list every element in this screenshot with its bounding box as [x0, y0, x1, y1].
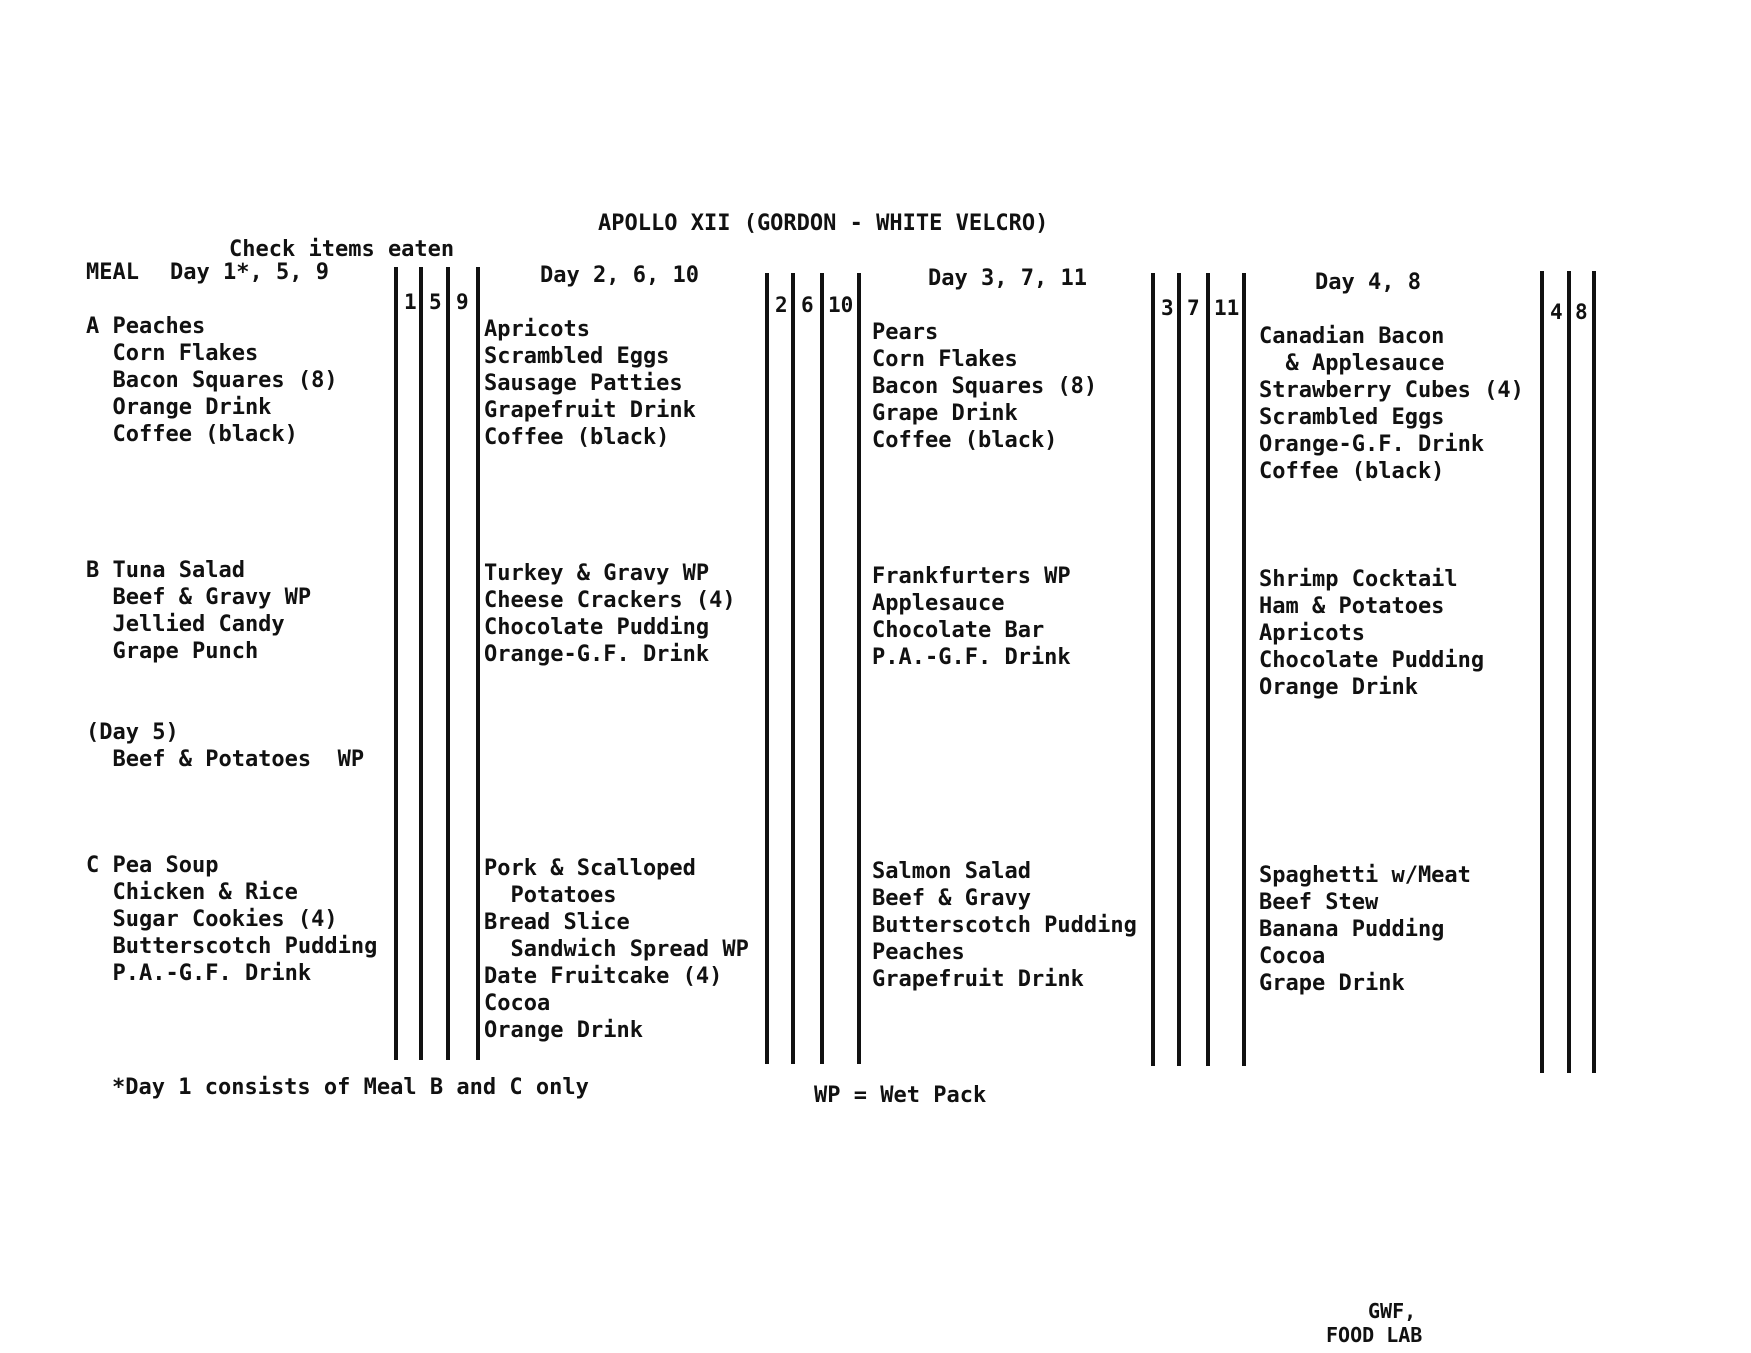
meal-item: Peaches	[872, 940, 965, 965]
meal-item: Canadian Bacon	[1259, 324, 1445, 349]
meal-item: Cocoa	[484, 991, 551, 1016]
meal-item: Salmon Salad	[872, 859, 1031, 884]
meal-item: P.A.-G.F. Drink	[872, 645, 1071, 670]
meal-item: A Peaches	[86, 314, 206, 339]
check-day-number: 6	[801, 293, 814, 317]
check-day-number: 5	[429, 290, 442, 314]
meal-item: Bacon Squares (8)	[872, 374, 1098, 399]
check-day-number: 11	[1214, 296, 1240, 320]
meal-item: Apricots	[484, 317, 590, 342]
meal-item: Date Fruitcake (4)	[484, 964, 723, 989]
food-lab-stamp: GWF,	[1368, 1299, 1417, 1323]
column-header-day3: Day 3, 7, 11	[928, 266, 1087, 291]
check-column-line	[857, 273, 861, 1064]
check-column-line	[1567, 271, 1571, 1073]
food-lab-stamp: FOOD LAB	[1326, 1323, 1423, 1347]
meal-item: Corn Flakes	[872, 347, 1018, 372]
check-column-line	[419, 267, 423, 1060]
meal-item: Cheese Crackers (4)	[484, 588, 736, 613]
meal-item: Bacon Squares (8)	[86, 368, 338, 393]
meal-item: Strawberry Cubes (4)	[1259, 378, 1524, 403]
meal-item: Beef & Gravy WP	[86, 585, 312, 610]
meal-item: Sugar Cookies (4)	[86, 907, 338, 932]
check-column-line	[765, 273, 769, 1064]
meal-item: Beef & Gravy	[872, 886, 1031, 911]
meal-item: Banana Pudding	[1259, 917, 1445, 942]
meal-item: Orange Drink	[86, 395, 272, 420]
meal-item: Grape Drink	[872, 401, 1018, 426]
check-column-line	[1592, 271, 1596, 1073]
meal-item: Coffee (black)	[1259, 459, 1445, 484]
meal-item: Sandwich Spread WP	[484, 937, 749, 962]
meal-item: B Tuna Salad	[86, 558, 245, 583]
check-day-number: 7	[1187, 296, 1200, 320]
meal-item: Beef Stew	[1259, 890, 1379, 915]
check-day-number: 9	[456, 290, 469, 314]
meal-item: Frankfurters WP	[872, 564, 1071, 589]
wet-pack-legend: WP = Wet Pack	[814, 1083, 987, 1108]
meal-item: Applesauce	[872, 591, 1005, 616]
meal-item: Orange-G.F. Drink	[1259, 432, 1485, 457]
meal-item: Chocolate Pudding	[1259, 648, 1485, 673]
check-column-line	[446, 267, 450, 1060]
check-column-line	[1177, 273, 1181, 1066]
check-day-number: 10	[828, 293, 854, 317]
footnote: *Day 1 consists of Meal B and C only	[112, 1075, 589, 1100]
check-column-line	[476, 267, 480, 1060]
meal-item: Scrambled Eggs	[1259, 405, 1445, 430]
meal-item: Turkey & Gravy WP	[484, 561, 710, 586]
meal-item: Chocolate Bar	[872, 618, 1045, 643]
meal-item: Scrambled Eggs	[484, 344, 670, 369]
meal-item: Chicken & Rice	[86, 880, 298, 905]
column-header-day2: Day 2, 6, 10	[540, 263, 699, 288]
meal-item: P.A.-G.F. Drink	[86, 961, 312, 986]
column-header-day4: Day 4, 8	[1315, 270, 1421, 295]
meal-item: Pork & Scalloped	[484, 856, 696, 881]
meal-item: Ham & Potatoes	[1259, 594, 1445, 619]
meal-item: Shrimp Cocktail	[1259, 567, 1458, 592]
meal-item: Grape Drink	[1259, 971, 1405, 996]
meal-item: & Applesauce	[1259, 351, 1445, 376]
meal-item: Sausage Patties	[484, 371, 683, 396]
check-day-number: 2	[775, 293, 788, 317]
meal-item: Orange-G.F. Drink	[484, 642, 710, 667]
meal-label: MEAL	[86, 260, 139, 285]
meal-item: Spaghetti w/Meat	[1259, 863, 1471, 888]
check-day-number: 1	[404, 290, 417, 314]
meal-item: Jellied Candy	[86, 612, 285, 637]
meal-item: Butterscotch Pudding	[86, 934, 378, 959]
meal-item: Apricots	[1259, 621, 1365, 646]
check-column-line	[394, 267, 398, 1060]
meal-item: Grapefruit Drink	[872, 967, 1084, 992]
check-day-number: 8	[1575, 300, 1588, 324]
meal-item: Coffee (black)	[86, 422, 298, 447]
check-column-line	[1151, 273, 1155, 1066]
meal-item: Bread Slice	[484, 910, 630, 935]
meal-item: Butterscotch Pudding	[872, 913, 1137, 938]
meal-item: Corn Flakes	[86, 341, 259, 366]
meal-item: Beef & Potatoes WP	[86, 747, 365, 772]
check-day-number: 3	[1161, 296, 1174, 320]
check-column-line	[1206, 273, 1210, 1066]
meal-item: Cocoa	[1259, 944, 1326, 969]
meal-item: Orange Drink	[1259, 675, 1418, 700]
column-header-day1: Day 1*, 5, 9	[170, 260, 329, 285]
meal-item: Coffee (black)	[872, 428, 1058, 453]
meal-item: C Pea Soup	[86, 853, 219, 878]
check-column-line	[791, 273, 795, 1064]
meal-item: Potatoes	[484, 883, 617, 908]
meal-item: Orange Drink	[484, 1018, 643, 1043]
meal-item: Grapefruit Drink	[484, 398, 696, 423]
meal-item: (Day 5)	[86, 720, 179, 745]
page-title: APOLLO XII (GORDON - WHITE VELCRO)	[598, 211, 1049, 236]
meal-item: Chocolate Pudding	[484, 615, 710, 640]
meal-item: Coffee (black)	[484, 425, 670, 450]
check-column-line	[1540, 271, 1544, 1073]
check-column-line	[820, 273, 824, 1064]
check-items-label: Check items eaten	[229, 237, 455, 262]
check-day-number: 4	[1550, 300, 1563, 324]
check-column-line	[1242, 273, 1246, 1066]
meal-item: Pears	[872, 320, 939, 345]
meal-item: Grape Punch	[86, 639, 259, 664]
